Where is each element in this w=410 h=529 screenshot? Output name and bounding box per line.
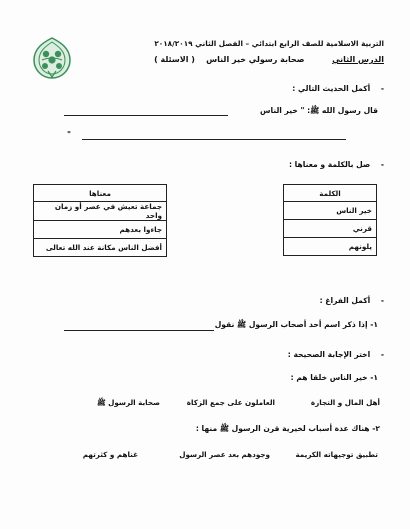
q2-option-1[interactable]: غناهم و كثرتهم	[82, 450, 138, 459]
q1-option-2[interactable]: العاملون على جمع الزكاة	[186, 398, 275, 407]
question-1: ١- خير الناس خلقا هم :	[290, 373, 378, 382]
section1-heading: - أكمل الحديث التالي :	[292, 84, 384, 93]
hadith-closing-quote: "	[67, 130, 71, 139]
fill-blank-item: ١- إذا ذكر اسم أحد أصحاب الرسول ﷺ نقول	[214, 320, 378, 329]
hadith-blank-1[interactable]	[64, 115, 228, 116]
meanings-table	[33, 184, 167, 257]
meaning-cell[interactable]: جماعة تعيش في عصر أو زمان واحد	[34, 202, 167, 221]
lesson-title: صحابة رسولي خير الناس	[206, 55, 305, 64]
meaning-cell[interactable]: أفضل الناس مكانة عند الله تعالى	[34, 239, 167, 257]
section4-heading: - اختر الإجابة الصحيحة :	[287, 350, 384, 359]
question-2: ٢- هناك عدة أسباب لخيرية قرن الرسول ﷺ منها :	[195, 424, 380, 433]
word-cell[interactable]: يلونهم	[284, 238, 377, 256]
hadith-blank-2[interactable]	[82, 139, 346, 140]
fill-blank-line[interactable]	[64, 330, 214, 331]
words-header: الكلمة	[284, 185, 377, 202]
worksheet-title: التربية الاسلامية للصف الرابع ابتدائي – الفصل الثاني ٢٠١٨/٢٠١٩	[154, 39, 384, 48]
word-cell[interactable]: خير الناس	[284, 202, 377, 220]
q1-option-1[interactable]: صحابة الرسول ﷺ	[96, 398, 160, 407]
meanings-header: معناها	[34, 185, 167, 202]
meaning-cell[interactable]: جاءوا بعدهم	[34, 221, 167, 239]
section2-heading: - صل بالكلمة و معناها :	[288, 160, 384, 169]
q2-option-2[interactable]: وجودهم بعد عصر الرسول	[179, 450, 270, 459]
school-logo-icon	[30, 36, 74, 80]
section3-heading: - أكمل الفراغ :	[319, 296, 384, 305]
lesson-label: الدرس الثاني	[332, 55, 384, 64]
words-table	[283, 184, 377, 256]
q2-option-3[interactable]: تطبيق توجيهاته الكريمة	[295, 450, 378, 459]
word-cell[interactable]: قرني	[284, 220, 377, 238]
lesson-heading	[154, 55, 384, 64]
lesson-note: ( الاسئلة )	[154, 55, 195, 64]
q1-option-3[interactable]: أهل المال و التجارة	[310, 398, 380, 407]
hadith-line-text: قال رسول الله ﷺ: " خير الناس	[260, 106, 378, 115]
